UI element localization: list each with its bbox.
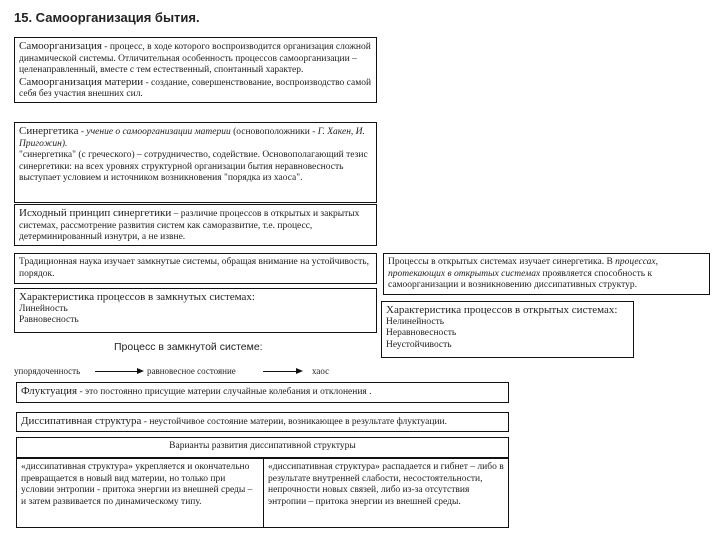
variant-right-box — [263, 458, 509, 528]
dissipative-structure-box — [16, 412, 509, 432]
synergetics-box — [14, 122, 377, 203]
dissipative-structure-text: - неустойчивое состояние материи, возникающее в результате флуктуации. — [141, 417, 447, 427]
closed-process-heading: Процесс в замкнутой системе: — [114, 341, 263, 353]
open-characteristic-item: Нелинейность — [386, 316, 445, 327]
self-organization-term: Самоорганизация — [19, 40, 102, 52]
variant-right-text: «диссипативная структура» распадается и гибнет – либо в результате внутренней слабости, несостоятельности, непрочности новых связей, либо из-за отсутствия энтропии – притока энергии из внешней среды. — [268, 462, 504, 507]
closed-characteristic-item: Линейность — [19, 303, 68, 314]
self-organization-text: - процесс, в ходе которого воспроизводится организация сложной динамической системы. Отличительная особенность процессов самоорганизации – целенаправленный, вместе с тем естественный, спонтанный характер. — [19, 42, 371, 76]
synergetics-definition: - учение о самоорганизации материи — [78, 127, 231, 137]
closed-characteristics-box — [14, 288, 377, 333]
page-title: 15. Самоорганизация бытия. — [14, 10, 200, 25]
matter-self-organization-term: Самоорганизация материи — [19, 75, 144, 88]
self-organization-box — [14, 37, 377, 103]
arrow-icon — [263, 371, 301, 372]
fluctuation-box — [16, 382, 509, 403]
open-systems-box — [383, 253, 710, 295]
founders-names: Г. Хакен, И. Пригожин). — [19, 127, 365, 149]
open-characteristics-box — [381, 301, 634, 358]
closed-characteristic-item: Равновесность — [19, 315, 79, 326]
synergetics-explanation: "синергетика" (с греческого) – сотрудничество, содействие. Основополагающий тезис синергетики: на всех уровнях структурной организации бытия неравновесность выступает условием и источником возникновения "порядка из хаоса". — [19, 150, 368, 184]
open-characteristic-item: Неустойчивость — [386, 339, 452, 350]
open-characteristics-heading: Характеристика процессов в открытых системах: — [386, 304, 618, 316]
open-systems-text: Процессы в открытых системах изучает синергетика. В — [388, 257, 616, 267]
matter-self-organization-text: - создание, совершенствование, воспроизводство самой себя без участия внешних сил. — [19, 77, 372, 100]
process-step-chaos: хаос — [312, 366, 330, 376]
fluctuation-text: - это постоянно присущие материи случайные колебания и отклонения . — [77, 387, 372, 397]
open-characteristic-item: Неравновесность — [386, 328, 457, 339]
traditional-science-box — [14, 253, 377, 284]
fluctuation-term: Флуктуация — [21, 385, 78, 397]
open-systems-text-end: проявляется способность к самоорганизации и возникновению диссипативных структур. — [388, 268, 653, 291]
principle-box — [14, 204, 377, 246]
arrow-icon — [95, 371, 142, 372]
principle-term: Исходный принцип синергетики — [19, 207, 172, 219]
variant-left-box — [16, 458, 264, 528]
founders-prefix: (основоположники - — [230, 127, 318, 137]
closed-characteristics-heading: Характеристика процессов в замкнутых системах: — [19, 291, 255, 303]
variant-left-text: «диссипативная структура» укрепляется и окончательно превращается в новый вид материи, но только при условии энтропии - притока энергии из внешней среды – и затем развивается по динамическому типу. — [21, 462, 253, 507]
open-systems-italic: процессах, протекающих в открытых системах — [388, 257, 659, 279]
variants-heading: Варианты развития диссипативной структуры — [169, 441, 356, 451]
synergetics-term: Синергетика — [19, 125, 79, 137]
principle-text: – различие процессов в открытых и закрытых системах, рассмотрение развития систем как саморазвитие, т.е. процесс, детерминированный изнутри, а не извне. — [19, 209, 360, 243]
traditional-science-text: Традиционная наука изучает замкнутые системы, обращая внимание на устойчивость, порядок. — [19, 257, 369, 279]
variants-heading-box — [16, 437, 509, 458]
process-step-order: упорядоченность — [14, 366, 81, 376]
dissipative-structure-term: Диссипативная структура — [21, 415, 142, 427]
process-step-equilibrium: равновесное состояние — [147, 366, 236, 376]
